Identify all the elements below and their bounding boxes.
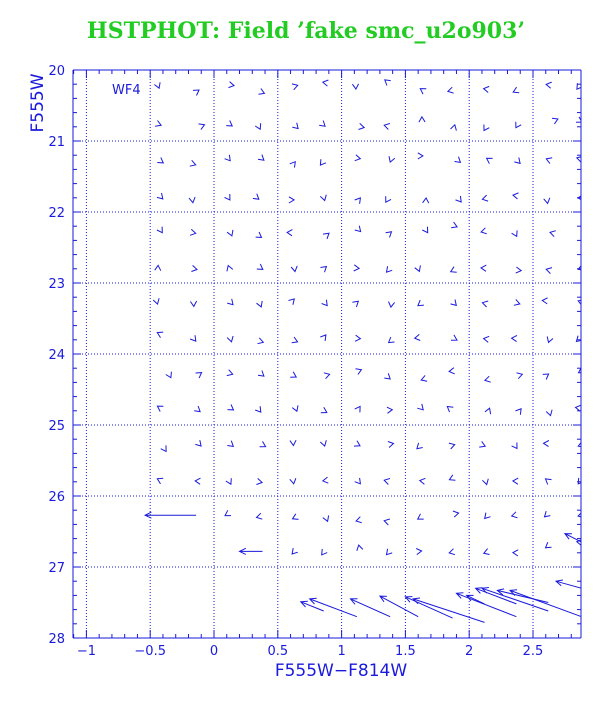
vector-mark — [323, 233, 329, 239]
displacement-arrow — [310, 598, 357, 616]
vector-mark — [484, 125, 489, 131]
vector-mark — [154, 82, 160, 88]
vector-mark — [420, 478, 426, 484]
vector-mark — [228, 82, 234, 88]
vector-mark — [258, 338, 264, 344]
vector-mark — [484, 549, 490, 555]
vector-mark — [320, 440, 326, 446]
vector-layer — [145, 80, 584, 623]
vector-mark — [546, 410, 552, 416]
vector-mark — [419, 117, 425, 122]
y-tick-label: 26 — [48, 490, 65, 505]
vector-mark — [255, 406, 261, 412]
vector-mark — [157, 157, 163, 163]
vector-mark — [513, 550, 518, 556]
vector-mark — [289, 197, 294, 203]
vector-mark — [449, 368, 455, 374]
chart-title: HSTPHOT: Field ’fake smc_u2o903’ — [86, 18, 526, 44]
vector-mark — [513, 87, 519, 93]
vector-mark — [514, 158, 520, 164]
vector-mark — [292, 337, 298, 343]
vector-mark — [292, 405, 298, 411]
vector-mark — [384, 124, 390, 130]
vector-mark — [544, 441, 549, 447]
vector-mark — [415, 334, 421, 340]
vector-mark — [485, 408, 491, 414]
vector-mark — [157, 478, 163, 484]
vector-mark — [227, 230, 233, 236]
vector-mark — [416, 549, 421, 555]
vector-mark — [388, 442, 394, 448]
vector-mark — [479, 441, 485, 447]
vector-mark — [190, 335, 196, 341]
vector-mark — [228, 405, 234, 410]
vector-mark — [292, 123, 298, 129]
vector-mark — [258, 371, 264, 377]
vector-mark — [157, 332, 163, 338]
vector-mark — [512, 335, 517, 341]
vector-mark — [260, 441, 266, 446]
vector-mark — [355, 478, 361, 484]
vector-mark — [550, 231, 556, 237]
vector-mark — [357, 545, 363, 551]
vector-mark — [552, 118, 558, 124]
vector-mark — [323, 515, 329, 521]
displacement-arrow — [145, 512, 196, 518]
displacement-arrow — [565, 534, 582, 543]
vector-mark — [453, 511, 459, 517]
vector-mark — [196, 373, 202, 379]
vector-mark — [227, 266, 233, 272]
vector-mark — [257, 301, 263, 307]
vector-mark — [449, 475, 455, 481]
y-tick-label: 28 — [48, 632, 65, 647]
vector-mark — [322, 549, 328, 555]
vector-mark — [227, 299, 233, 305]
x-tick-label: 1 — [337, 644, 346, 659]
y-tick-label: 24 — [48, 348, 65, 363]
vector-mark — [385, 80, 391, 86]
vector-mark — [190, 160, 196, 166]
vector-mark — [354, 265, 359, 271]
vector-mark — [226, 121, 232, 126]
x-tick-label: −0.5 — [134, 644, 166, 659]
vector-mark — [513, 193, 519, 199]
vector-mark — [355, 155, 361, 161]
vector-mark — [545, 511, 551, 517]
vector-mark — [257, 264, 263, 270]
vector-mark — [487, 158, 493, 163]
displacement-arrow — [510, 590, 582, 617]
vector-mark — [290, 372, 296, 377]
vector-mark — [512, 230, 517, 236]
vector-mark — [190, 229, 196, 235]
vector-mark — [418, 514, 424, 519]
vector-mark — [386, 196, 391, 202]
y-tick-label: 21 — [48, 135, 65, 150]
vector-mark — [319, 121, 325, 127]
vector-mark — [451, 300, 457, 306]
x-tick-label: 2 — [465, 644, 474, 659]
vector-mark — [544, 198, 550, 204]
vector-mark — [225, 194, 230, 200]
displacement-arrow — [240, 548, 263, 554]
vector-mark — [155, 121, 161, 127]
vector-mark — [456, 196, 462, 202]
vector-mark — [389, 337, 395, 343]
vector-mark — [323, 477, 329, 483]
vector-mark — [485, 513, 491, 519]
vector-mark — [355, 406, 360, 412]
vector-mark — [513, 478, 518, 484]
vector-mark — [384, 479, 390, 485]
vector-mark — [359, 123, 365, 129]
vector-mark — [257, 513, 263, 519]
vector-mark — [227, 370, 233, 376]
x-axis-label: F555W−F814W — [274, 661, 408, 681]
vector-mark — [482, 301, 488, 307]
panel-label: WF4 — [112, 83, 141, 98]
vector-mark — [355, 198, 361, 204]
vector-mark — [387, 407, 392, 413]
vector-mark — [384, 519, 390, 525]
displacement-arrow — [413, 598, 484, 622]
x-tick-label: 0.5 — [267, 644, 289, 659]
vector-mark — [482, 195, 488, 201]
vector-mark — [255, 123, 261, 129]
vector-mark — [352, 301, 358, 307]
vector-mark — [287, 230, 292, 236]
vector-mark — [320, 335, 326, 341]
vector-mark — [451, 222, 457, 228]
vector-mark — [356, 517, 362, 523]
vector-mark — [157, 227, 162, 233]
vector-mark — [293, 514, 299, 520]
displacement-arrow — [456, 593, 516, 617]
vector-mark — [161, 445, 166, 451]
displacement-arrow — [467, 595, 485, 604]
vector-mark — [290, 162, 296, 168]
vector-mark — [420, 89, 426, 94]
vector-mark — [323, 80, 329, 86]
vector-mark — [517, 373, 523, 379]
y-tick-label: 25 — [48, 419, 65, 434]
vector-mark — [199, 124, 205, 130]
vector-mark — [484, 336, 490, 342]
vector-mark — [455, 157, 461, 163]
vector-mark — [292, 84, 298, 90]
displacement-arrow — [380, 596, 418, 617]
vector-mark — [253, 194, 259, 200]
vector-mark — [354, 441, 360, 446]
vector-mark — [289, 299, 295, 305]
vector-mark — [449, 549, 455, 555]
vector-mark — [225, 155, 231, 161]
vector-mark — [546, 542, 552, 548]
y-axis-label: F555W — [28, 73, 48, 133]
vector-mark — [258, 155, 264, 161]
vector-mark — [484, 86, 490, 92]
vector-mark — [355, 226, 361, 232]
vector-mark — [193, 90, 199, 96]
vector-mark — [481, 265, 486, 271]
vector-mark — [451, 125, 457, 131]
vector-mark — [321, 267, 327, 273]
vector-mark — [259, 89, 265, 95]
vector-mark — [451, 267, 457, 273]
vector-mark — [384, 373, 390, 379]
vector-mark — [546, 479, 552, 485]
vector-mark — [418, 153, 423, 159]
vector-mark — [418, 300, 424, 306]
vector-mark — [189, 197, 195, 203]
vector-mark — [546, 158, 552, 164]
vector-mark — [514, 299, 520, 305]
vector-mark — [320, 159, 326, 165]
vector-mark — [292, 548, 298, 554]
vector-mark — [157, 406, 163, 411]
vector-mark — [485, 376, 491, 382]
vector-mark — [190, 301, 196, 306]
vector-mark — [423, 198, 429, 203]
vector-mark — [290, 440, 296, 445]
y-tick-label: 23 — [48, 277, 65, 292]
vector-mark — [256, 478, 262, 484]
displacement-arrow — [405, 597, 452, 619]
vector-mark — [155, 265, 161, 270]
vector-mark — [512, 443, 517, 449]
vector-mark — [482, 479, 488, 485]
vector-mark — [320, 195, 326, 201]
vector-mark — [226, 478, 232, 484]
vector-mark — [389, 302, 395, 308]
vector-mark — [417, 404, 423, 410]
y-tick-label: 22 — [48, 206, 65, 221]
vector-mark — [166, 372, 172, 378]
vector-mark — [542, 298, 547, 304]
vector-mark — [387, 266, 393, 272]
vector-mark — [543, 374, 549, 380]
vector-mark — [516, 267, 522, 273]
x-tick-label: −1 — [76, 644, 96, 659]
vector-mark — [516, 409, 522, 415]
x-tick-label: 2.5 — [522, 644, 544, 659]
vector-mark — [387, 549, 393, 555]
vector-mark — [447, 407, 453, 413]
vector-mark — [386, 232, 392, 238]
y-tick-label: 27 — [48, 561, 65, 576]
vector-mark — [321, 407, 327, 412]
vector-mark — [512, 512, 518, 518]
vector-mark — [194, 406, 200, 412]
vector-mark — [415, 265, 421, 271]
vector-mark — [195, 440, 201, 446]
vector-mark — [256, 232, 262, 237]
vector-mark — [577, 156, 583, 162]
vector-mark — [451, 335, 457, 340]
vector-mark — [227, 441, 233, 447]
vector-mark — [389, 156, 395, 162]
x-tick-label: 0 — [209, 644, 219, 659]
vector-mark — [516, 122, 521, 128]
vector-mark — [356, 369, 362, 375]
vector-mark — [546, 268, 552, 274]
vector-mark — [547, 337, 553, 343]
vector-mark — [417, 443, 423, 449]
vector-mark — [191, 265, 197, 271]
vector-mark — [227, 336, 233, 342]
vector-mark — [195, 478, 200, 484]
vector-mark — [157, 193, 163, 199]
vector-mark — [546, 82, 552, 88]
vector-mark — [449, 443, 455, 449]
y-tick-label: 20 — [48, 64, 65, 79]
vector-mark — [291, 266, 297, 272]
vector-mark — [324, 373, 330, 379]
vector-mark — [355, 335, 360, 341]
vector-mark — [153, 298, 159, 304]
vector-mark — [322, 300, 328, 306]
x-tick-label: 1.5 — [395, 644, 416, 659]
vector-mark — [448, 87, 454, 93]
vector-mark — [352, 84, 358, 89]
vector-mark — [481, 228, 487, 234]
vector-mark — [290, 478, 296, 484]
vector-mark — [225, 510, 231, 515]
vector-mark — [421, 375, 427, 381]
vector-mark — [422, 227, 427, 233]
